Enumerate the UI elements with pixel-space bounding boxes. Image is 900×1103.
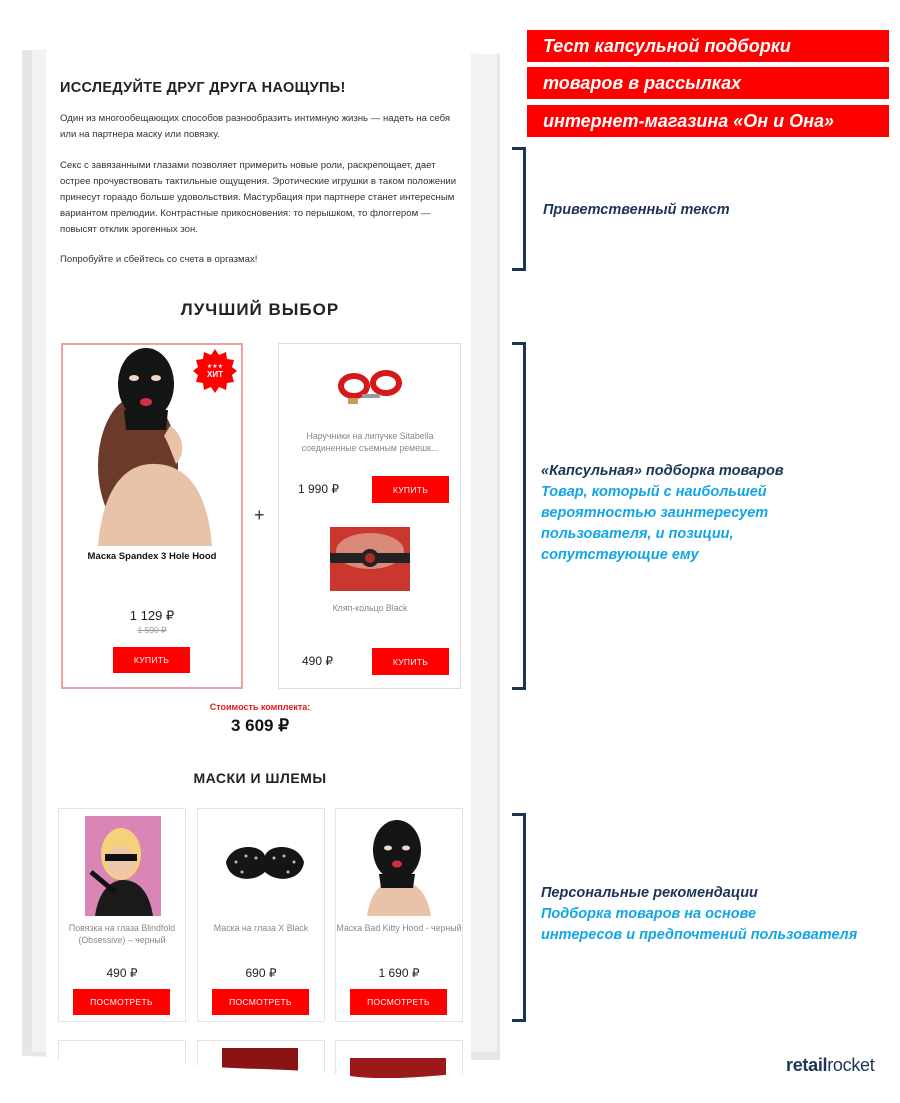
- capsule-annotation-title: «Капсульная» подборка товаров: [541, 463, 784, 479]
- bracket-welcome: [512, 147, 526, 271]
- side-product-price: 490 ₽: [302, 654, 333, 668]
- capsule-annotation: [541, 461, 841, 566]
- main-product-name[interactable]: Маска Spandex 3 Hole Hood: [87, 551, 217, 562]
- header-line: Тест капсульной подборки: [527, 30, 889, 62]
- email-title: ИССЛЕДУЙТЕ ДРУГ ДРУГА НАОЩУПЬ!: [60, 80, 346, 96]
- torn-edge-top: [0, 0, 520, 60]
- side-product-name[interactable]: Наручники на липучке Sitabella соединенные съемным ремешк...: [301, 431, 439, 453]
- view-button[interactable]: ПОСМОТРЕТЬ: [212, 989, 309, 1015]
- product-name[interactable]: Маска Bad Kitty Hood - черный: [336, 923, 462, 933]
- capsule-annotation-line: вероятностью заинтересует: [541, 505, 769, 521]
- kitty-hood-image[interactable]: [357, 818, 439, 916]
- product-name[interactable]: Маска на глаза X Black: [213, 923, 309, 933]
- best-choice-title: ЛУЧШИЙ ВЫБОР: [180, 300, 340, 319]
- welcome-annotation: Приветственный текст: [543, 202, 730, 218]
- side-product-price: 1 990 ₽: [298, 482, 339, 496]
- main-product-price: 1 129 ₽: [129, 608, 175, 623]
- bracket-personal: [512, 813, 526, 1022]
- view-button[interactable]: ПОСМОТРЕТЬ: [73, 989, 170, 1015]
- capsule-annotation-line: сопутствующие ему: [541, 547, 699, 563]
- torn-edge-bottom-overlay: [0, 1052, 520, 1103]
- buy-button[interactable]: КУПИТЬ: [372, 648, 449, 675]
- header-line: интернет-магазина «Он и Она»: [527, 105, 889, 137]
- retailrocket-logo: [786, 1055, 874, 1076]
- plus-icon: +: [254, 505, 265, 525]
- capsule-annotation-line: пользователя, и позиции,: [541, 526, 734, 542]
- side-product-name[interactable]: Кляп-кольцо Black: [332, 603, 408, 613]
- blindfold-image[interactable]: [85, 816, 161, 916]
- eye-mask-image[interactable]: [222, 832, 308, 898]
- buy-button[interactable]: КУПИТЬ: [372, 476, 449, 503]
- main-product-old-price: 1 590 ₽: [137, 625, 167, 635]
- product-price: 1 690 ₽: [378, 966, 420, 980]
- personal-annotation-line: интересов и предпочтений пользователя: [541, 927, 858, 943]
- masks-section-title: МАСКИ И ШЛЕМЫ: [193, 770, 327, 786]
- bracket-capsule: [512, 342, 526, 690]
- product-price: 490 ₽: [106, 966, 138, 980]
- product-price: 690 ₽: [245, 966, 277, 980]
- intro-paragraph: Один из многообещающих способов разнообразить интимную жизнь — надеть на себя или на партнера маску или повязку.: [60, 113, 451, 140]
- view-button[interactable]: ПОСМОТРЕТЬ: [350, 989, 447, 1015]
- ring-gag-image[interactable]: [330, 527, 410, 591]
- hit-badge-label: ХИТ: [207, 370, 223, 379]
- capsule-annotation-line: Товар, который с наибольшей: [541, 484, 767, 500]
- bundle-total-value: 3 609 ₽: [230, 716, 290, 735]
- logo-part-rocket: rocket: [827, 1055, 875, 1075]
- personal-annotation-line: Подборка товаров на основе: [541, 906, 757, 922]
- buy-button[interactable]: КУПИТЬ: [113, 647, 190, 673]
- logo-part-retail: retail: [786, 1055, 828, 1075]
- handcuffs-image[interactable]: [336, 368, 406, 410]
- personal-annotation-title: Персональные рекомендации: [541, 885, 758, 901]
- product-name[interactable]: Повязка на глаза Blindfold (Obsessive) – черный: [68, 923, 176, 945]
- personal-annotation: [541, 883, 891, 946]
- closing-paragraph: Попробуйте и сбейтесь со счета в оргазмах!: [60, 254, 258, 265]
- body-paragraph: Секс с завязанными глазами позволяет примерить новые роли, раскрепощает, дает острее прочувствовать тактильные ощущения. Эротические игрушки в таком положении принесут гораздо больше удовольствия. Мастурбация при партнере станет интересным вариантом прелюдии. Контрастные прикосновения: то перышком, то флоггером — повысят отклик эрогенных зон.: [60, 160, 457, 235]
- header-line: товаров в рассылках: [527, 67, 889, 99]
- svg-text:★★★: ★★★: [206, 363, 224, 370]
- bundle-total-label: Стоимость комплекта:: [209, 702, 311, 712]
